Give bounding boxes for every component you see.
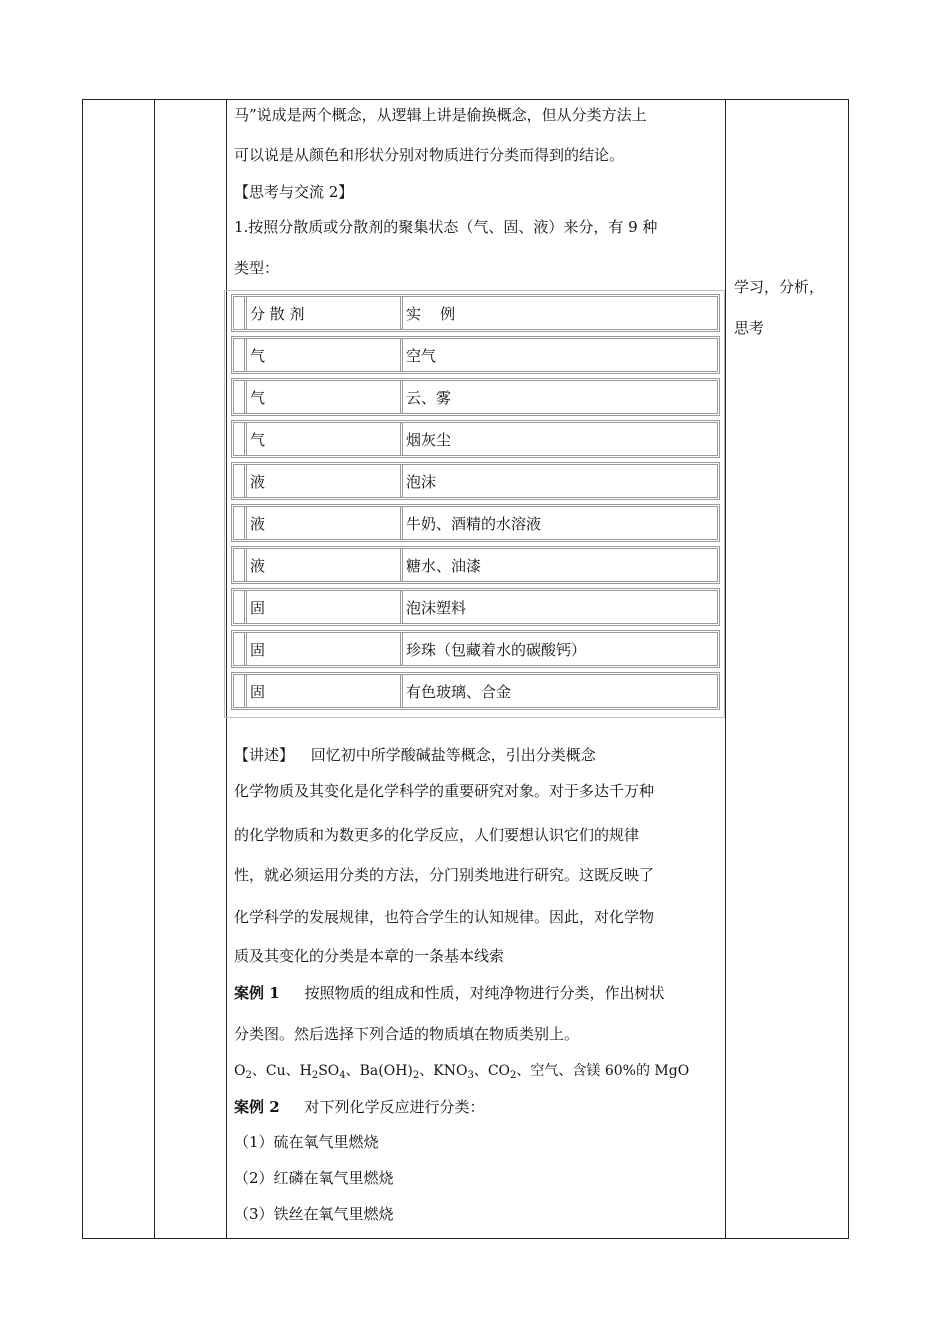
lecture-line: 质及其变化的分类是本章的一条基本线索 bbox=[234, 947, 505, 965]
case1-line2: 分类图。然后选择下列合适的物质填在物质类别上。 bbox=[234, 1025, 580, 1043]
table-row bbox=[231, 462, 720, 500]
cell-example: 糖水、油漆 bbox=[406, 557, 482, 575]
cell-dispersant: 气 bbox=[250, 389, 266, 407]
case2-label: 案例 2 bbox=[234, 1098, 280, 1116]
question-line: 1.按照分散质或分散剂的聚集状态（气、固、液）来分，有 9 种 bbox=[234, 218, 658, 236]
header-example: 实 例 bbox=[406, 305, 456, 323]
lecture-label: 【讲述】 bbox=[234, 746, 295, 764]
cell-example: 烟灰尘 bbox=[406, 431, 452, 449]
cell-example: 有色玻璃、合金 bbox=[406, 683, 512, 701]
table-row bbox=[231, 630, 720, 668]
cell-dispersant: 液 bbox=[250, 515, 266, 533]
case1-line1 bbox=[234, 983, 664, 1003]
substance: $KNO_3$、 bbox=[433, 1063, 488, 1081]
reaction-item: （1）硫在氧气里燃烧 bbox=[234, 1133, 379, 1151]
think-exchange-heading: 【思考与交流 2】 bbox=[234, 183, 354, 201]
intro-line: 可以说是从颜色和形状分别对物质进行分类而得到的结论。 bbox=[234, 146, 625, 164]
case2-line bbox=[234, 1097, 484, 1117]
reaction-item: （2）红磷在氧气里燃烧 bbox=[234, 1169, 394, 1187]
table-row bbox=[231, 378, 720, 416]
cell-dispersant: 固 bbox=[250, 599, 266, 617]
column-border-1 bbox=[82, 99, 83, 1239]
lecture-intro: 回忆初中所学酸碱盐等概念，引出分类概念 bbox=[310, 746, 596, 764]
table-header-row bbox=[231, 294, 720, 332]
table-row bbox=[231, 504, 720, 542]
substance: Cu、 bbox=[265, 1063, 300, 1079]
lecture-line: 化学科学的发展规律，也符合学生的认知规律。因此，对化学物 bbox=[234, 908, 655, 926]
cell-dispersant: 液 bbox=[250, 557, 266, 575]
table-row bbox=[231, 588, 720, 626]
table-row bbox=[231, 420, 720, 458]
cell-example: 云、雾 bbox=[406, 389, 452, 407]
table-row bbox=[231, 546, 720, 584]
column-border-4 bbox=[725, 99, 726, 1239]
cell-dispersant: 气 bbox=[250, 431, 266, 449]
table-top-border bbox=[82, 99, 849, 100]
column-border-5 bbox=[848, 99, 849, 1239]
dispersion-table bbox=[224, 290, 725, 718]
lecture-line: 化学物质及其变化是化学科学的重要研究对象。对于多达千万种 bbox=[234, 782, 655, 800]
reaction-item: （3）铁丝在氧气里燃烧 bbox=[234, 1205, 394, 1223]
table-bottom-border bbox=[82, 1238, 849, 1239]
cell-dispersant: 液 bbox=[250, 473, 266, 491]
lecture-heading bbox=[234, 745, 596, 765]
lecture-line: 性，就必须运用分类的方法，分门别类地进行研究。这既反映了 bbox=[234, 866, 655, 884]
student-activity-line: 学习，分析， bbox=[734, 278, 825, 296]
column-border-2 bbox=[154, 99, 155, 1239]
header-dispersant: 分 散 剂 bbox=[250, 305, 305, 323]
table-row bbox=[231, 336, 720, 374]
lecture-line: 的化学物质和为数更多的化学反应，人们要想认识它们的规律 bbox=[234, 826, 640, 844]
case1-label: 案例 1 bbox=[234, 984, 280, 1002]
intro-line: 马”说成是两个概念，从逻辑上讲是偷换概念，但从分类方法上 bbox=[234, 106, 647, 124]
table-row bbox=[231, 672, 720, 710]
cell-dispersant: 固 bbox=[250, 641, 266, 659]
case2-text: 对下列化学反应进行分类： bbox=[304, 1098, 485, 1116]
question-line: 类型： bbox=[234, 259, 280, 277]
cell-dispersant: 固 bbox=[250, 683, 266, 701]
substance: $Ba(OH)_2$、 bbox=[359, 1063, 434, 1081]
substance: $H_2$ bbox=[299, 1063, 319, 1081]
substance: 空气、含镁 60%的 MgO bbox=[530, 1063, 690, 1079]
substance: $O_2$、 bbox=[234, 1063, 266, 1081]
cell-example: 泡沫 bbox=[406, 473, 437, 491]
substance: $SO_4$、 bbox=[318, 1063, 360, 1081]
cell-example: 珍珠（包藏着水的碳酸钙） bbox=[406, 641, 587, 659]
substance-list bbox=[234, 1061, 689, 1081]
cell-example: 牛奶、酒精的水溶液 bbox=[406, 515, 542, 533]
case1-text: 按照物质的组成和性质，对纯净物进行分类，作出树状 bbox=[304, 984, 665, 1002]
substance: $CO_2$、 bbox=[487, 1063, 531, 1081]
cell-example: 泡沫塑料 bbox=[406, 599, 467, 617]
cell-dispersant: 气 bbox=[250, 347, 266, 365]
student-activity-line: 思考 bbox=[734, 319, 765, 337]
cell-example: 空气 bbox=[406, 347, 437, 365]
